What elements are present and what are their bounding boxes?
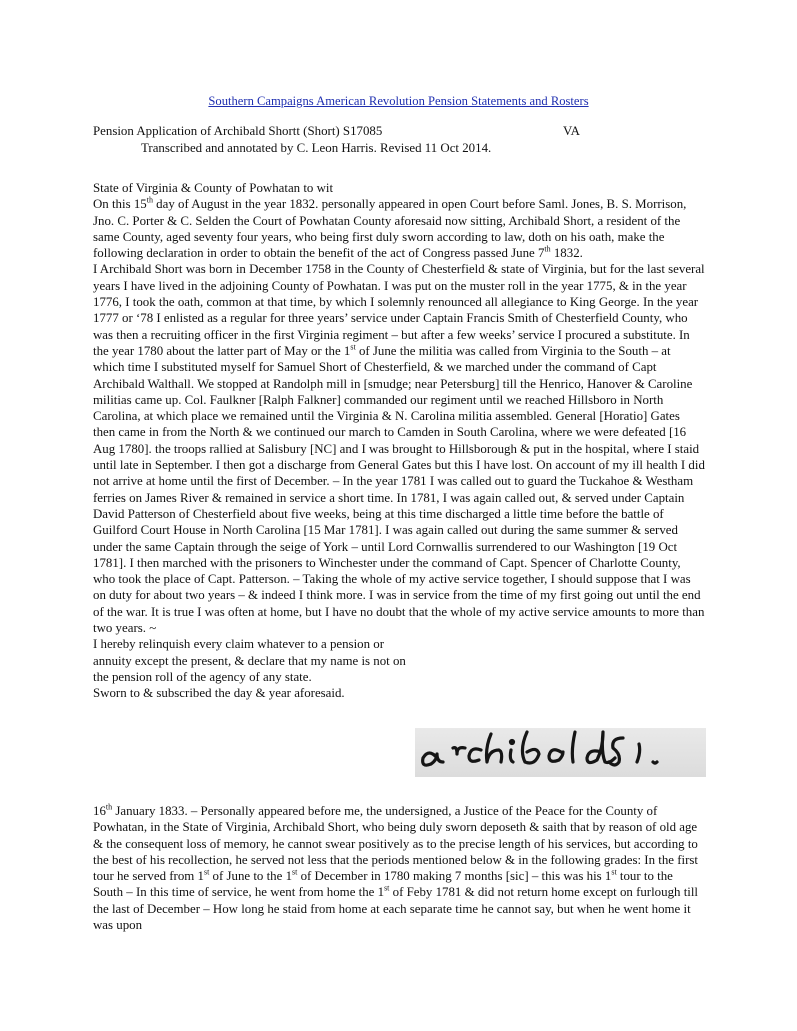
superscript: st [350,342,356,352]
text-run: of Feby 1781 & did not return home except on furlough till the last of December – How long he staid from home at each separate time he cannot say, but when he went home it was upon [93,885,699,933]
superscript: st [384,884,390,894]
superscript: st [292,867,298,877]
text-run: January 1833. – Personally appeared before me, the undersigned, a Justice of the Peace for the County of Powhatan, in the State of Virginia, Archibald Short, who being duly sworn deposeth & saith that by reason of old age & the consequent loss of memory, he cannot swear positively as to the precise length of his services, but according to the best of his recollection, he served not less that the periods mentioned below & in the following grades: In the first tour he served from 1 [93,804,698,884]
header-link[interactable]: Southern Campaigns American Revolution Pension Statements and Rosters [208,94,589,108]
state-code: VA [563,124,580,138]
text-run: On this 15 [93,197,147,212]
superscript: st [611,867,617,877]
text-run: 1832. [550,246,583,261]
text-run: day of August in the year 1832. personally appeared in open Court before Saml. Jones, B. S. Morrison, Jno. C. Porter & C. Selden the Court of Powhatan County aforesaid now sitting, Archibald Short, a resident of the same County, aged seventy four years, who being first duly sworn according to law, doth on his oath, make the following declaration in order to obtain the benefit of the act of Congress passed June 7 [93,197,687,261]
text-run: of June to the 1 [209,869,293,884]
superscript: th [105,802,113,812]
text-run: 16 [93,804,106,818]
service-narrative [93,261,705,636]
affidavit [93,803,705,933]
application-title [93,124,713,139]
venue-line: State of Virginia & County of Powhatan to wit [93,181,334,195]
signature-image [415,728,706,777]
text-run: of December in 1780 making 7 months [sic] – this was his 1 [297,869,612,884]
superscript: st [203,867,210,877]
sworn-statement: Sworn to & subscribed the day & year aforesaid. [93,686,345,701]
affidavit-text [93,803,705,933]
declaration-opening [93,196,705,261]
signature-drawing [415,728,706,777]
relinquish-statement: I hereby relinquish every claim whatever to a pension or annuity except the present, & declare that my name is not on the pension roll of the agency of any state. [93,637,406,684]
application-name: Pension Application of Archibald Shortt (Short) S17085 [93,124,383,138]
declaration [93,180,705,702]
text-run: I Archibald Short was born in December 1758 in the County of Chesterfield & state of Virginia, but for the last several years I have lived in the adjoining County of Powhatan. I was put on the muster roll in the year 1775, & in the year 1776, I took the oath, common at that time, by which I solemnly renounced all allegiance to King George. In the year 1777 or ‘78 I enlisted as a regular for three years’ service under Captain Francis Smith of Chesterfield County, who was then a recruiting officer in the first Virginia regiment – but after a few weeks’ service I procured a substitute. In the year 1780 about the latter part of May or the 1 [93,262,705,358]
transcriber-note: Transcribed and annotated by C. Leon Harris. Revised 11 Oct 2014. [141,141,492,155]
superscript: th [544,244,551,254]
text-run: of June the militia was called from Virginia to the South – at which time I substituted myself for Samuel Short of Chesterfield, & we marched under the command of Capt Archibald Walthall. We stopped at Randolph mill in [smudge; near Petersburg] till the Henrico, Hanover & Caroline militias came up. Col. Faulkner [Ralph Falkner] commanded our regiment until we reached Hillsboro in North Carolina, at which place we remained until the Virginia & N. Carolina militia assembled. General [Horatio] Gates then came in from the North & we continued our march to Camden in South Carolina, where we were defeated [16 Aug 1780]. the troops rallied at Salisbury [NC] and I was brought to Hillsborough & put in the hospital, where I staid until late in September. I then got a discharge from General Gates but this I have lost. On account of my ill health I did not arrive at home until the first of December. – In the year 1781 I was called out to guard the Tuckahoe & Westham ferries on James River & remained in service a short time. In 1781, I was again called out, & served under Captain David Patterson of Chesterfield about five weeks, being at this time discharged a little time before the battle of Guilford Court House in North Carolina [15 Mar 1781]. I was again called out during the same summer & served under the same Captain through the seige of York – until Lord Cornwallis surrendered to our Washington [19 Oct 1781]. I then marched with the prisoners to Winchester under the command of Capt. Spencer of Charlotte County, who took the place of Capt. Patterson. – Taking the whole of my active service together, I should suppose that I was on duty for about two years – & indeed I think more. I was in service from the time of my first going out until the end of the war. It is true I was often at home, but I have no doubt that the whole of my active service amounts to more than two years. ~ [93,343,705,636]
superscript: th [146,196,153,205]
text-run: tour to the South – In this time of service, he went from home the 1 [93,869,673,900]
